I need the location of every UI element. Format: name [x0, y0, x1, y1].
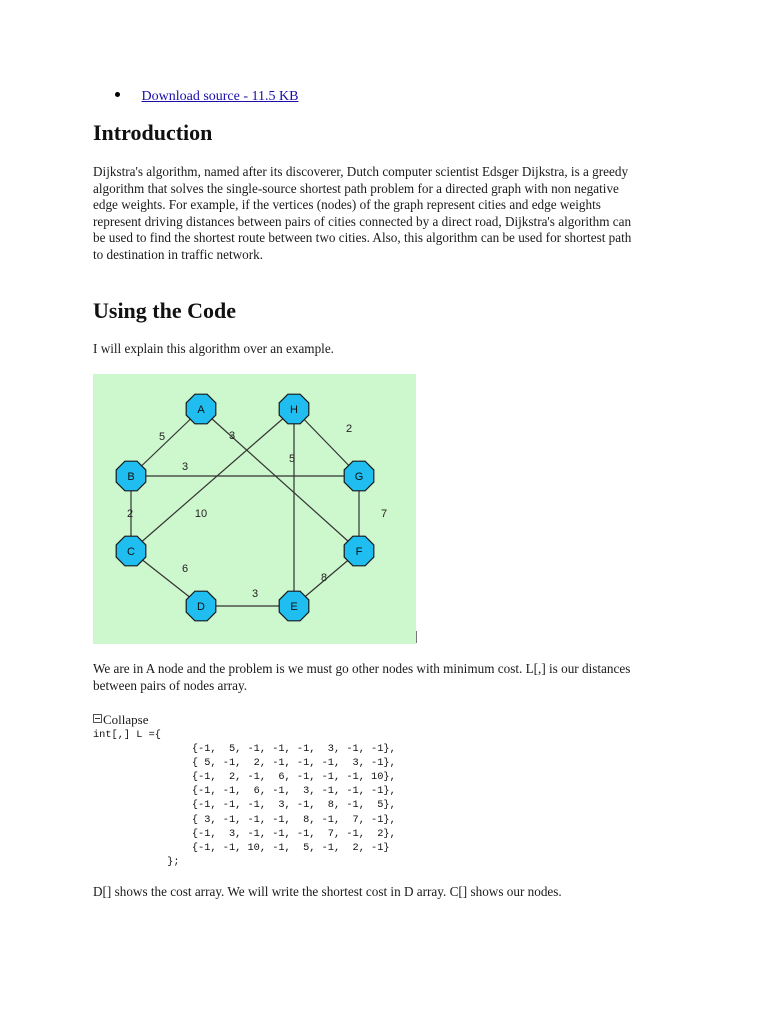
edge-weight-label: 2 — [126, 508, 134, 520]
code-line: }; — [93, 855, 180, 868]
code-line: {-1, -1, -1, 3, -1, 8, -1, 5}, — [191, 799, 396, 812]
code-line: { 5, -1, 2, -1, -1, -1, 3, -1}, — [191, 757, 396, 770]
node-label: F — [355, 546, 363, 558]
code-line: {-1, -1, 6, -1, 3, -1, -1, -1}, — [191, 785, 396, 798]
code-line: { 3, -1, -1, -1, 8, -1, 7, -1}, — [191, 813, 396, 826]
code-line: {-1, 5, -1, -1, -1, 3, -1, -1}, — [191, 743, 396, 756]
collapse-toggle[interactable] — [93, 712, 149, 727]
figure-edge-mark — [416, 631, 417, 643]
node-label: G — [354, 471, 364, 483]
code-line: {-1, -1, 10, -1, 5, -1, 2, -1} — [191, 841, 390, 854]
edge-weight-label: 2 — [345, 423, 353, 435]
node-label: B — [127, 471, 135, 483]
graph-diagram — [93, 374, 416, 644]
node-label: H — [290, 404, 298, 416]
node-label: E — [290, 601, 298, 613]
edge-weight-label: 3 — [181, 461, 189, 473]
graph-figure — [93, 374, 416, 644]
edge-weight-label: 3 — [228, 430, 236, 442]
node-label: A — [197, 404, 205, 416]
download-source-link[interactable]: Download source - 11.5 KB — [141, 89, 299, 104]
code-block — [93, 728, 396, 869]
graph-edge-h-c — [131, 409, 294, 551]
edge-weight-label: 7 — [380, 508, 388, 520]
collapse-icon — [93, 714, 102, 723]
node-label: D — [197, 601, 205, 613]
node-label: C — [127, 546, 135, 558]
bullet-icon — [115, 92, 120, 97]
explain-paragraph: I will explain this algorithm over an example. — [93, 341, 334, 356]
using-the-code-heading: Using the Code — [93, 298, 237, 323]
cost-paragraph: D[] shows the cost array. We will write the shortest cost in D array. C[] shows our nodes. — [93, 884, 562, 899]
edge-weight-label: 5 — [288, 453, 296, 465]
edge-weight-label: 6 — [181, 563, 189, 575]
code-line: int[,] L ={ — [93, 729, 161, 741]
nodes-paragraph: We are in A node and the problem is we must go other nodes with minimum cost. L[,] is our distances between pairs of nodes array. — [93, 661, 631, 693]
edge-weight-label: 3 — [251, 588, 259, 600]
code-line: {-1, 2, -1, 6, -1, -1, -1, 10}, — [191, 771, 396, 784]
code-line: {-1, 3, -1, -1, -1, 7, -1, 2}, — [191, 827, 396, 840]
introduction-paragraph: Dijkstra's algorithm, named after its discoverer, Dutch computer scientist Edsger Dijkstra, is a greedy algorithm that solves the single-source shortest path problem for a directed graph with non negative edge weights. For example, if the vertices (nodes) of the graph represent cities and edge weights represent driving distances between pairs of cities connected by a direct road, Dijkstra's algorithm can be used to find the shortest route between two cities. Also, this algorithm can be used for shortest path to destination in traffic network. — [93, 164, 632, 262]
graph-edge-a-f — [201, 409, 359, 551]
edge-weight-label: 10 — [194, 508, 208, 520]
edge-weight-label: 8 — [320, 572, 328, 584]
collapse-label: Collapse — [103, 712, 149, 727]
download-list-item — [115, 88, 298, 106]
edge-weight-label: 5 — [158, 431, 166, 443]
introduction-heading: Introduction — [93, 120, 213, 145]
